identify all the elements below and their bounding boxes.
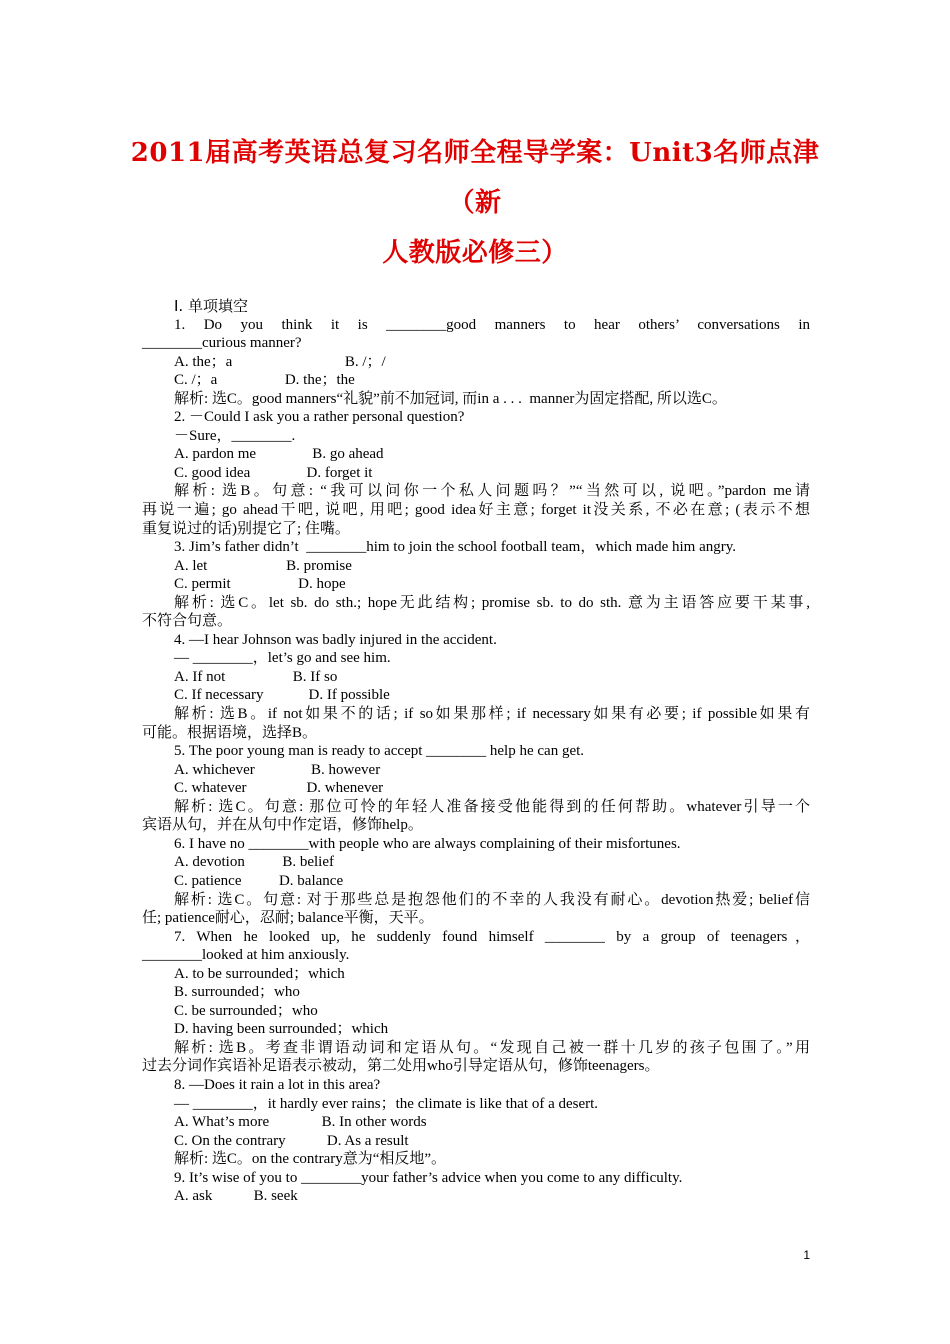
text-line: A. What’s more B. In other words — [174, 1114, 427, 1131]
text-line: 8. —Does it rain a lot in this area? — [174, 1076, 381, 1093]
text-line: C. good idea D. forget it — [174, 464, 373, 481]
text-line: A. the；a B. /；/ — [174, 353, 386, 370]
text-line: A. pardon me B. go ahead — [174, 446, 384, 463]
page-number: 1 — [803, 1248, 810, 1262]
text-line: 4. —I hear Johnson was badly injured in the accident. — [174, 631, 497, 648]
title-line-2: 人教版必修三） — [382, 238, 568, 268]
text-line: C. If necessary D. If possible — [174, 687, 390, 704]
text-line: 宾语从句，并在从句中作定语，修饰help。 — [142, 817, 423, 834]
text-line: C. On the contrary D. As a result — [174, 1132, 409, 1149]
title-line-1: 2011届高考英语总复习名师全程导学案：Unit3名师点津（新 — [130, 138, 820, 218]
text-line: A. whichever B. however — [174, 761, 381, 778]
text-line: 解析: 选C。句意: 那位可怜的年轻人准备接受他能得到的任何帮助。whatever引导一个 — [174, 798, 810, 815]
text-line: A. ask B. seek — [174, 1188, 298, 1205]
text-line: 解析: 选C。let sb. do sth.; hope无此结构; promise sb. to do sth. 意为主语答应要干某事, — [174, 594, 810, 611]
text-line: D. having been surrounded；which — [174, 1021, 389, 1038]
text-line: C. be surrounded；who — [174, 1002, 318, 1019]
text-line: 解析: 选B。考查非谓语动词和定语从句。“发现自己被一群十几岁的孩子包围了。”用 — [174, 1039, 810, 1056]
text-line: C. whatever D. whenever — [174, 780, 384, 797]
text-line: 可能。根据语境，选择B。 — [142, 724, 318, 741]
text-line: 过去分词作宾语补足语表示被动，第二处用who引导定语从句，修饰teenagers。 — [142, 1058, 660, 1075]
text-line: 7. When he looked up, he suddenly found himself ________ by a group of teenagers， — [174, 928, 810, 945]
text-line: 解析: 选C。on the contrary意为“相反地”。 — [174, 1151, 447, 1168]
text-line: 重复说过的话)别提它了; 住嘴。 — [142, 520, 350, 537]
section-heading: Ⅰ. 单项填空 — [174, 297, 248, 315]
text-line: A. let B. promise — [174, 557, 352, 574]
text-line: 6. I have no ________with people who are always complaining of their misfortunes. — [174, 835, 681, 852]
text-line: 解析: 选C。good manners“礼貌”前不加冠词, 而in a . . . manner为固定搭配, 所以选C。 — [174, 390, 727, 407]
text-line: ________curious manner? — [142, 335, 302, 352]
text-line: C. permit D. hope — [174, 576, 346, 593]
text-line: 任; patience耐心，忍耐; balance平衡，天平。 — [142, 910, 434, 927]
document-title — [120, 128, 830, 278]
text-line: ________looked at him anxiously. — [142, 947, 350, 964]
text-line: 1. Do you think it is ________good manners to hear others’ conversations in — [174, 316, 810, 333]
text-line: 3. Jim’s father didn’t ________him to join the school football team，which made him angry. — [174, 539, 736, 556]
text-line: C. patience D. balance — [174, 872, 344, 889]
text-line: 解析: 选B。句意: “我可以问你一个私人问题吗？”“当然可以, 说吧。”pardon me请 — [174, 483, 810, 500]
text-line: 解析: 选C。句意: 对于那些总是抱怨他们的不幸的人我没有耐心。devotion热爱; belief信 — [174, 891, 810, 908]
text-line: 解析: 选B。if not如果不的话; if so如果那样; if necessary如果有必要; if possible如果有 — [174, 706, 810, 723]
document-body — [142, 297, 810, 1206]
text-line: 不符合句意。 — [142, 613, 233, 630]
text-line: A. to be surrounded；which — [174, 965, 345, 982]
text-line: C. /；a D. the；the — [174, 372, 355, 389]
text-line: 2. －Could I ask you a rather personal question? — [174, 409, 465, 426]
text-line: 5. The poor young man is ready to accept ________ help he can get. — [174, 743, 585, 760]
text-line: －Sure，________. — [174, 427, 296, 444]
text-line: 9. It’s wise of you to ________your father’s advice when you come to any difficulty. — [174, 1169, 683, 1186]
text-line: A. If not B. If so — [174, 668, 338, 685]
text-line: 再说一遍; go ahead干吧, 说吧, 用吧; good idea好主意; forget it没关系, 不必在意; (表示不想 — [142, 502, 810, 519]
text-line: A. devotion B. belief — [174, 854, 334, 871]
text-line: B. surrounded；who — [174, 984, 300, 1001]
text-line: — ________，let’s go and see him. — [174, 650, 391, 667]
text-line: — ________，it hardly ever rains；the climate is like that of a desert. — [174, 1095, 599, 1112]
